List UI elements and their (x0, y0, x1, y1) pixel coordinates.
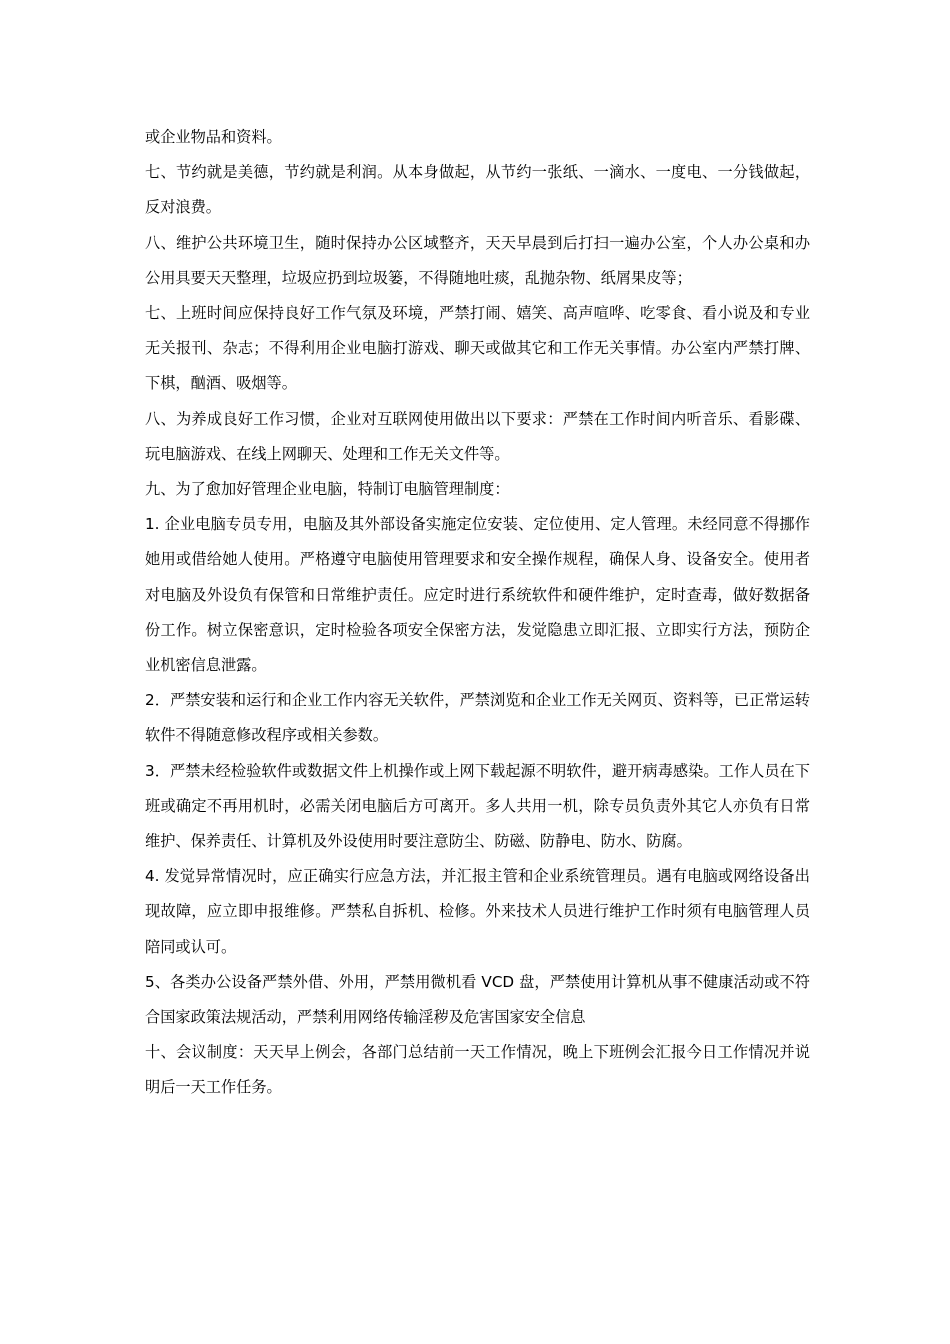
paragraph-rule-3: 3．严禁未经检验软件或数据文件上机操作或上网下载起源不明软件，避开病毒感染。工作人员在下班或确定不再用机时，必需关闭电脑后方可离开。多人共用一机，除专员负责外其它人亦负有日常维护、保养责任、计算机及外设使用时要注意防尘、防磁、防静电、防水、防腐。 (145, 761, 810, 851)
paragraph-meeting-system: 十、会议制度：天天早上例会，各部门总结前一天工作情况，晚上下班例会汇报今日工作情况并说明后一天工作任务。 (145, 1043, 810, 1097)
paragraph-materials-end: 或企业物品和资料。 (145, 128, 282, 146)
paragraph-hygiene: 八、维护公共环境卫生，随时保持办公区域整齐，天天早晨到后打扫一遍办公室，个人办公桌和办公用具要天天整理，垃圾应扔到垃圾篓，不得随地吐痰，乱抛杂物、纸屑果皮等； (145, 233, 810, 287)
paragraph-rule-4: 4. 发觉异常情况时，应正确实行应急方法，并汇报主管和企业系统管理员。遇有电脑或网络设备出现故障，应立即申报维修。严禁私自拆机、检修。外来技术人员进行维护工作时须有电脑管理人员陪同或认可。 (145, 867, 810, 956)
paragraph-rule-2: 2．严禁安装和运行和企业工作内容无关软件，严禁浏览和企业工作无关网页、资料等，已正常运转软件不得随意修改程序或相关参数。 (145, 691, 810, 745)
document-body (145, 120, 810, 1106)
paragraph-work-atmosphere: 七、上班时间应保持良好工作气氛及环境，严禁打闹、嬉笑、高声喧哗、吃零食、看小说及和专业无关报刊、杂志；不得利用企业电脑打游戏、聊天或做其它和工作无关事情。办公室内严禁打牌、下棋，酗酒、吸烟等。 (145, 304, 810, 393)
paragraph-rule-1: 1. 企业电脑专员专用，电脑及其外部设备实施定位安装、定位使用、定人管理。未经同意不得挪作她用或借给她人使用。严格遵守电脑使用管理要求和安全操作规程，确保人身、设备安全。使用者对电脑及外设负有保管和日常维护责任。应定时进行系统软件和硬件维护，定时查毒，做好数据备份工作。树立保密意识，定时检验各项安全保密方法，发觉隐患立即汇报、立即实行方法，预防企业机密信息泄露。 (145, 515, 810, 675)
paragraph-internet-use: 八、为养成良好工作习惯，企业对互联网使用做出以下要求：严禁在工作时间内听音乐、看影碟、玩电脑游戏、在线上网聊天、处理和工作无关文件等。 (145, 409, 810, 463)
paragraph-rule-5: 5、各类办公设备严禁外借、外用，严禁用微机看 VCD 盘，严禁使用计算机从事不健康活动或不符合国家政策法规活动，严禁利用网络传输淫秽及危害国家安全信息 (145, 972, 810, 1027)
paragraph-frugality: 七、节约就是美德，节约就是利润。从本身做起，从节约一张纸、一滴水、一度电、一分钱做起，反对浪费。 (145, 163, 810, 217)
paragraph-computer-management-heading: 九、为了愈加好管理企业电脑，特制订电脑管理制度： (145, 480, 510, 499)
